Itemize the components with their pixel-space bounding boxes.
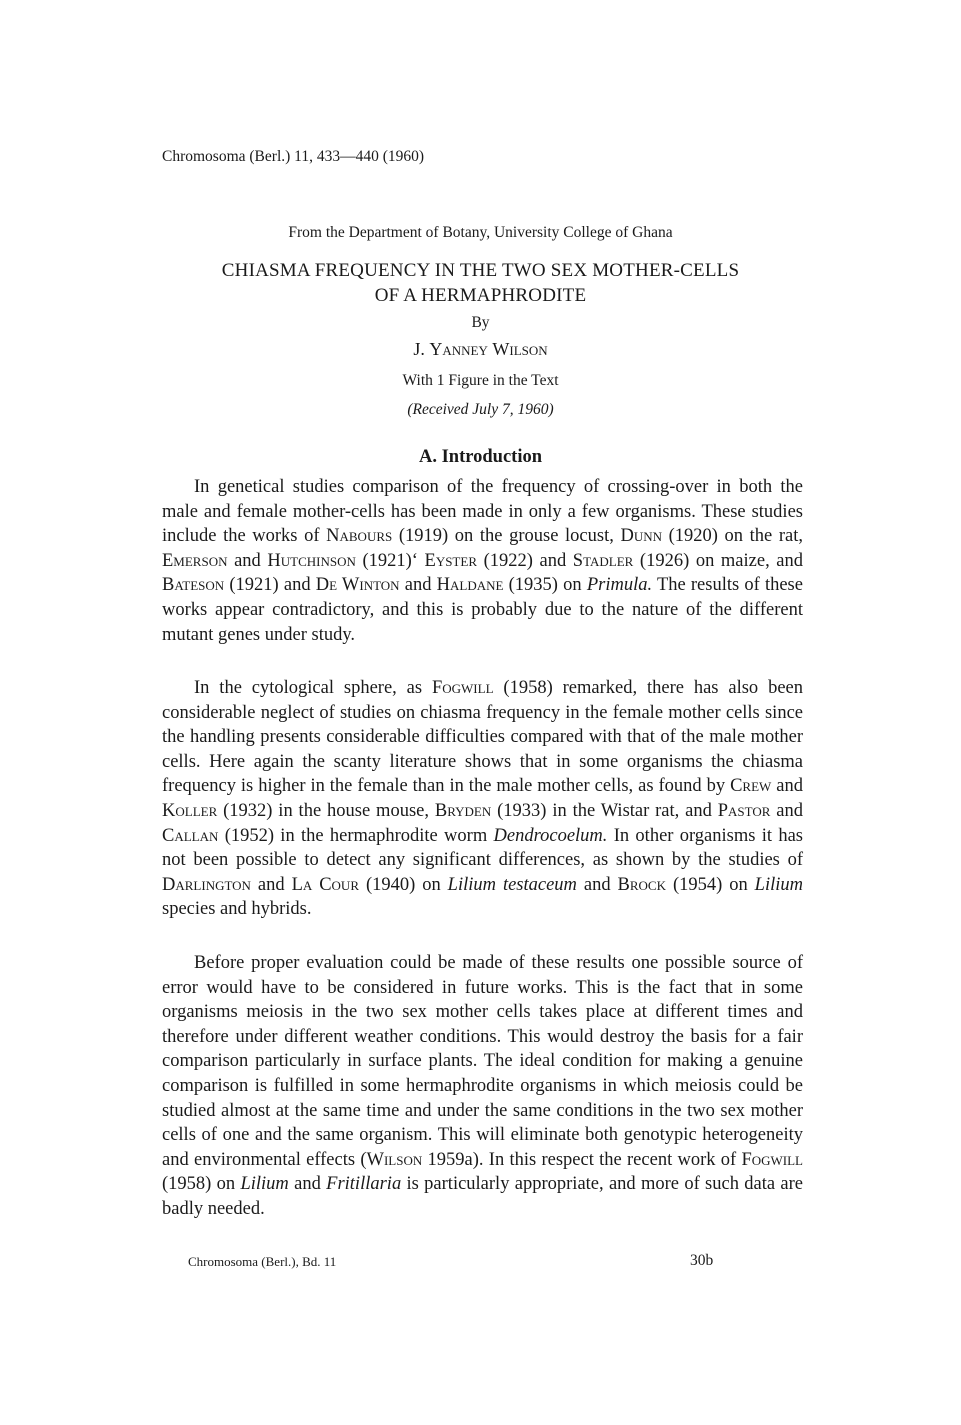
author-citation: Darlington [162, 874, 251, 895]
received-date: (Received July 7, 1960) [407, 401, 554, 418]
author-citation: Dunn [620, 526, 663, 547]
footer-signature-mark: 30b [690, 1252, 714, 1269]
author-citation: La Cour [291, 874, 359, 895]
species-name: Dendrocoelum. [493, 825, 608, 846]
author-middle-name: Yanney [429, 339, 488, 359]
author-initial: J. [413, 339, 425, 359]
paragraph-2: In the cytological sphere, as Fogwill (1958) remarked, there has also been considerable neglect of studies on chiasma frequency in the female mother cells since the handling presents considerable difficulties compared with that of the male mother cells. Here again the scanty literature shows that in some organisms the chiasma frequency is higher in the female than in the male mother cells, as found by Crew and Koller (1932) in the house mouse, Bryden (1933) in the Wistar rat, and Pastor and Callan (1952) in the hermaphrodite worm Dendrocoelum. In other organisms it has not been possible to detect any significant differences, as shown by the studies of Darlington and La Cour (1940) on Lilium testaceum and Brock (1954) on Lilium species and hybrids. [162, 678, 804, 920]
author-citation: Pastor [717, 800, 771, 821]
author-citation: Wilson [366, 1149, 423, 1170]
department-affiliation: From the Department of Botany, University College of Ghana [288, 224, 673, 241]
section-heading: A. Introduction [418, 447, 542, 467]
paragraph-1: In genetical studies comparison of the frequency of crossing-over in both the male and female mother-cells has been made in only a few organisms. These studies include the works of Nabours (1919) on the grouse locust, Dunn (1920) on the rat, Emerson and Hutchinson (1921)‘ Eyster (1922) and Stadler (1926) on maize, and Bateson (1921) and De Winton and Haldane (1935) on Primula. The results of these works appear contradictory, and this is probably due to the nature of the different mutant genes under study. [162, 477, 804, 645]
author-citation: Brock [617, 874, 666, 895]
author-citation: Bryden [434, 800, 492, 821]
author-citation: Hutchinson [267, 550, 356, 571]
byline-label: By [471, 314, 490, 331]
species-name: Lilium [240, 1174, 289, 1195]
author-citation: Haldane [436, 575, 504, 596]
footer-journal-volume: Chromosoma (Berl.), Bd. 11 [188, 1254, 337, 1269]
author-citation: Stadler [572, 550, 634, 571]
species-name: Lilium testaceum [447, 874, 577, 895]
author-citation: Crew [730, 776, 772, 797]
author-citation: Nabours [326, 526, 393, 547]
journal-reference: Chromosoma (Berl.) 11, 433—440 (1960) [162, 148, 425, 165]
author-citation: Emerson [162, 550, 228, 571]
author-last-name: Wilson [492, 339, 548, 359]
species-name: Primula. [586, 575, 653, 596]
author-citation: Bateson [162, 575, 225, 596]
paragraph-3: Before proper evaluation could be made of these results one possible source of error would have to be considered in future works. This is the fact that in some organisms meiosis in the two sex mother cells takes place at different times and therefore under different weather conditions. This would destroy the basis for a fair comparison particularly in surface plants. The ideal condition for making a genuine comparison is fulfilled in some hermaphrodite organisms in which meiosis could be studied almost at the same time and under the same conditions in the two sex mother cells of one and the same organism. This will eliminate both genotypic heterogeneity and environmental effects (Wilson 1959a). In this respect the recent work of Fogwill (1958) on Lilium and Fritillaria is particularly appropriate, and more of such data are badly needed. [162, 953, 803, 1219]
title-line-1: CHIASMA FREQUENCY IN THE TWO SEX MOTHER-CELLS [221, 260, 740, 281]
title-line-2: OF A HERMAPHRODITE [374, 285, 587, 306]
author-citation: Fogwill [431, 678, 494, 698]
author-citation: Eyster [424, 550, 477, 571]
species-name: Fritillaria [326, 1174, 402, 1195]
species-name: Lilium [754, 874, 803, 895]
article-title [0, 258, 961, 308]
author-citation: De Winton [315, 575, 400, 596]
author-citation: Koller [162, 800, 218, 821]
author-citation: Fogwill [741, 1149, 803, 1170]
figure-note: With 1 Figure in the Text [402, 372, 559, 389]
author-name [0, 339, 961, 360]
author-citation: Callan [162, 825, 219, 846]
